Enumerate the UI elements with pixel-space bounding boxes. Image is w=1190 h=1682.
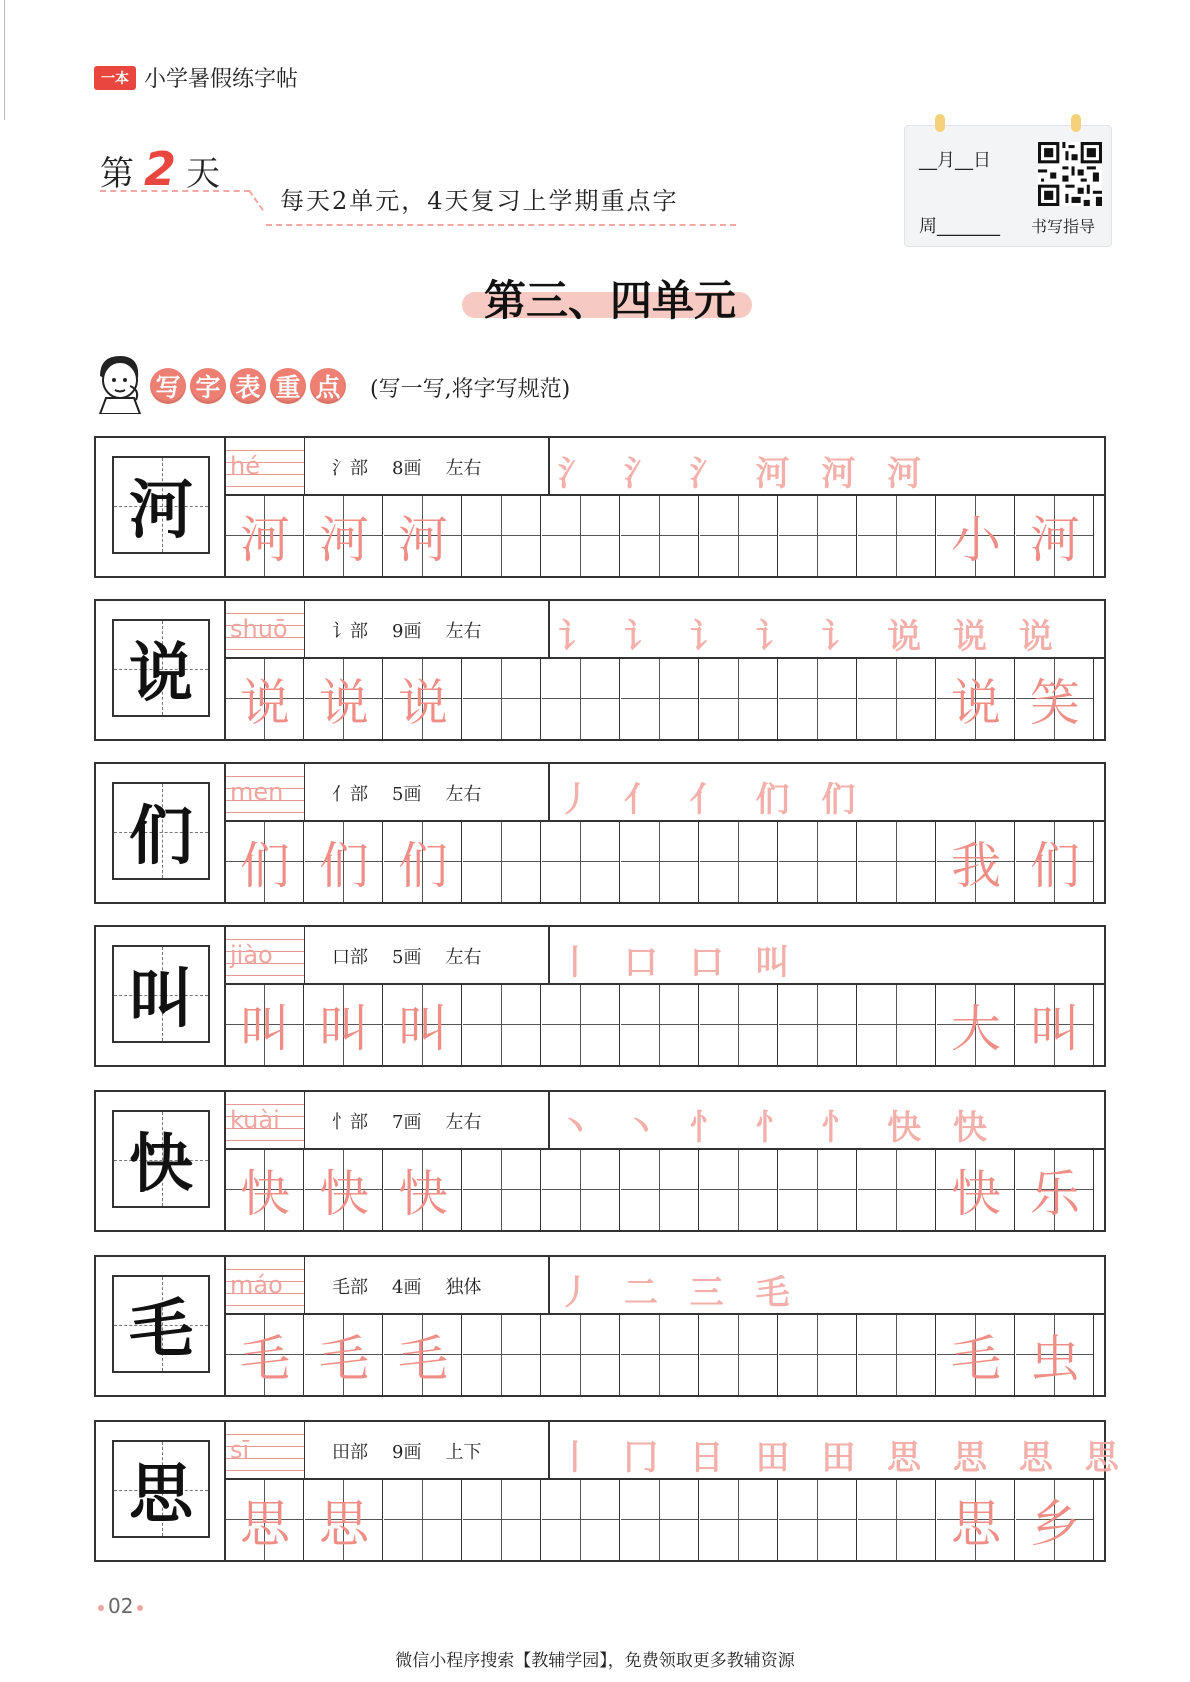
boy-mascot-icon [92,352,148,414]
word-character: 们 [1030,837,1080,895]
stroke-count: 9画 [392,621,422,642]
trace-character: 们 [398,837,448,895]
writing-cell[interactable] [700,822,778,902]
writing-cell [384,659,462,739]
writing-cell[interactable] [542,1480,620,1560]
model-character-box [112,945,210,1043]
model-character: 们 [129,799,193,874]
stroke-count: 4画 [392,1277,422,1298]
writing-cell [305,659,383,739]
trace-character: 河 [319,511,369,569]
writing-cell [937,985,1015,1065]
word-character: 快 [951,1165,1001,1223]
model-character: 毛 [129,1292,193,1367]
character-info [332,943,505,969]
day-prefix: 第 [100,154,134,194]
writing-cell[interactable] [779,1480,857,1560]
section-pill: 写 [150,368,186,404]
character-row [94,762,1106,904]
day-suffix: 天 [186,154,221,194]
day-number: 2 [144,142,177,196]
writing-cell[interactable] [858,496,936,576]
section-pill: 表 [230,368,266,404]
character-info [332,780,505,806]
writing-cell[interactable] [542,659,620,739]
page-number-text: 02 [108,1594,134,1618]
pinyin-box [226,1257,305,1313]
pinyin: sī [230,1436,250,1464]
writing-cell[interactable] [779,1150,857,1230]
writing-cell [305,985,383,1065]
model-character-box [112,456,210,554]
trace-character: 河 [398,511,448,569]
writing-cell[interactable] [463,659,541,739]
stroke-count: 7画 [392,1112,422,1133]
pinyin-box [226,1092,305,1148]
section-pill: 字 [190,368,226,404]
writing-cell [1016,1315,1094,1395]
character-row [94,925,1106,1067]
structure: 左右 [445,621,482,642]
word-character: 思 [951,1495,1001,1553]
writing-cell [305,822,383,902]
writing-cell[interactable] [779,659,857,739]
writing-cell[interactable] [463,822,541,902]
writing-cell[interactable] [621,985,699,1065]
writing-cell [1016,1480,1094,1560]
character-row [94,436,1106,578]
trace-character: 们 [319,837,369,895]
practice-grid [226,659,1104,739]
writing-cell[interactable] [463,496,541,576]
trace-character: 思 [319,1495,369,1553]
word-character: 我 [951,837,1001,895]
structure: 左右 [445,947,482,968]
book-title: 小学暑假练字帖 [144,67,299,92]
date-field: __月__日 [919,150,991,171]
stroke-order: 丨 口 口 叫 [558,943,800,983]
model-character-box [112,1110,210,1208]
character-info [332,1438,505,1464]
trace-character: 叫 [398,1000,448,1058]
writing-cell[interactable] [384,1480,462,1560]
practice-grid [226,985,1104,1065]
writing-cell[interactable] [858,659,936,739]
page-number [94,1594,147,1618]
pinyin: men [230,778,284,806]
pinyin-box [226,601,305,657]
practice-grid [226,822,1104,902]
model-character-box [112,1275,210,1373]
radical: 田部 [332,1442,368,1463]
section-heading-pills [150,368,350,404]
word-character: 虫 [1030,1330,1080,1388]
writing-cell[interactable] [700,1150,778,1230]
writing-cell[interactable] [779,1315,857,1395]
radical: 讠部 [332,621,368,642]
character-row [94,1090,1106,1232]
writing-cell [226,1150,304,1230]
practice-grid [226,496,1104,576]
structure: 左右 [445,1112,482,1133]
radical: 氵部 [332,458,368,479]
model-character: 叫 [129,962,193,1037]
info-divider [548,601,550,657]
stroke-count: 9画 [392,1442,422,1463]
brand-badge: 一本 [94,66,136,90]
model-character: 河 [129,473,193,548]
radical: 亻部 [332,784,368,805]
writing-cell[interactable] [621,1480,699,1560]
info-divider [548,1092,550,1148]
writing-cell [937,1480,1015,1560]
info-divider [548,438,550,494]
structure: 独体 [445,1277,482,1298]
info-divider [548,764,550,820]
trace-character: 河 [240,511,290,569]
practice-grid [226,1150,1104,1230]
practice-grid [226,1315,1104,1395]
page-margin-line [4,0,5,120]
trace-character: 说 [240,674,290,732]
writing-cell[interactable] [542,985,620,1065]
model-character-box [112,619,210,717]
writing-cell[interactable] [542,822,620,902]
info-divider [548,1257,550,1313]
qr-caption: 书写指导 [1031,217,1096,236]
writing-cell [226,659,304,739]
writing-cell [226,822,304,902]
writing-cell [937,659,1015,739]
pinyin-box [226,1422,305,1478]
writing-cell [1016,659,1094,739]
info-divider [548,1422,550,1478]
character-info [332,454,505,480]
trace-character: 叫 [319,1000,369,1058]
writing-cell [384,496,462,576]
model-character: 思 [129,1457,193,1532]
qr-code-icon[interactable] [1038,142,1102,206]
writing-cell [384,1150,462,1230]
writing-cell[interactable] [700,1315,778,1395]
trace-character: 思 [240,1495,290,1553]
trace-character: 快 [240,1165,290,1223]
writing-cell[interactable] [621,496,699,576]
trace-character: 说 [398,674,448,732]
trace-character: 毛 [319,1330,369,1388]
writing-cell[interactable] [621,1315,699,1395]
trace-character: 们 [240,837,290,895]
pinyin-box [226,927,305,983]
trace-character: 毛 [398,1330,448,1388]
unit-title: 第三、四单元 [483,276,736,325]
character-row [94,1420,1129,1562]
writing-cell [1016,985,1094,1065]
writing-cell [937,1315,1015,1395]
pinyin-box [226,764,305,820]
pinyin: jiào [230,941,273,969]
info-divider [548,927,550,983]
character-info [332,1108,505,1134]
writing-cell [384,822,462,902]
pin-icon [935,114,945,132]
writing-cell[interactable] [858,1315,936,1395]
writing-cell [384,985,462,1065]
pinyin-box [226,438,305,494]
day-slash [248,190,263,211]
word-character: 说 [951,674,1001,732]
writing-cell [305,1150,383,1230]
character-info [332,617,505,643]
writing-cell [305,1315,383,1395]
pinyin: shuō [230,615,288,643]
writing-cell [226,1315,304,1395]
day-underline [100,190,250,192]
writing-cell [937,1150,1015,1230]
word-character: 小 [951,511,1001,569]
writing-cell[interactable] [858,1480,936,1560]
section-note: (写一写,将字写规范) [370,377,571,402]
writing-cell[interactable] [621,1150,699,1230]
writing-cell[interactable] [858,985,936,1065]
stroke-order: 丨 冂 日 田 田 思 思 思 思 [558,1438,1129,1478]
writing-cell [937,822,1015,902]
writing-cell[interactable] [542,1315,620,1395]
stroke-order: 丿 亻 亻 们 们 [558,780,866,820]
writing-cell[interactable] [779,496,857,576]
model-character: 说 [129,636,193,711]
word-character: 乐 [1030,1165,1080,1223]
pin-icon [1071,114,1081,132]
model-character-box [112,782,210,880]
writing-cell[interactable] [858,822,936,902]
writing-cell[interactable] [463,985,541,1065]
writing-cell[interactable] [700,496,778,576]
section-pill: 点 [310,368,346,404]
pinyin: hé [230,452,260,480]
radical: 口部 [332,947,368,968]
writing-cell[interactable] [621,822,699,902]
word-character: 河 [1030,511,1080,569]
date-card [904,125,1112,247]
writing-cell[interactable] [542,1150,620,1230]
writing-cell [937,496,1015,576]
footer-note: 微信小程序搜索【教辅学园】，免费领取更多教辅资源 [395,1651,795,1671]
structure: 左右 [445,458,482,479]
structure: 上下 [445,1442,482,1463]
radical: 忄部 [332,1112,368,1133]
practice-grid [226,1480,1104,1560]
character-info [332,1273,505,1299]
subtitle-underline [266,224,736,226]
subtitle: 每天2单元，4天复习上学期重点字 [280,187,679,215]
writing-cell[interactable] [542,496,620,576]
writing-cell[interactable] [700,659,778,739]
writing-cell[interactable] [463,1315,541,1395]
writing-cell [226,496,304,576]
character-row [94,1255,1106,1397]
writing-cell [1016,1150,1094,1230]
word-character: 乡 [1030,1495,1080,1553]
writing-cell [226,985,304,1065]
writing-cell [305,496,383,576]
writing-cell[interactable] [463,1480,541,1560]
writing-cell [384,1315,462,1395]
writing-cell [1016,496,1094,576]
writing-cell [226,1480,304,1560]
stroke-order: 氵 氵 氵 河 河 河 [558,454,932,494]
word-character: 大 [951,1000,1001,1058]
writing-cell [305,1480,383,1560]
stroke-order: 讠 讠 讠 讠 讠 说 说 说 [558,617,1063,657]
character-row [94,599,1106,741]
trace-character: 毛 [240,1330,290,1388]
writing-cell[interactable] [779,985,857,1065]
word-character: 叫 [1030,1000,1080,1058]
pinyin: kuài [230,1106,280,1134]
stroke-order: 丶 丶 忄 忄 忄 快 快 [558,1108,998,1148]
trace-character: 快 [398,1165,448,1223]
day-label [100,142,220,196]
trace-character: 快 [319,1165,369,1223]
writing-cell[interactable] [700,1480,778,1560]
stroke-count: 8画 [392,458,422,479]
writing-cell[interactable] [700,985,778,1065]
word-character: 笑 [1030,674,1080,732]
word-character: 毛 [951,1330,1001,1388]
trace-character: 叫 [240,1000,290,1058]
model-character: 快 [129,1127,193,1202]
writing-cell[interactable] [858,1150,936,1230]
stroke-count: 5画 [392,947,422,968]
writing-cell[interactable] [779,822,857,902]
writing-cell[interactable] [463,1150,541,1230]
writing-cell[interactable] [621,659,699,739]
pinyin: máo [230,1271,283,1299]
structure: 左右 [445,784,482,805]
stroke-count: 5画 [392,784,422,805]
trace-character: 说 [319,674,369,732]
week-field: 周_______ [919,216,1000,237]
stroke-order: 丿 二 三 毛 [558,1273,800,1313]
section-pill: 重 [270,368,306,404]
writing-cell [1016,822,1094,902]
radical: 毛部 [332,1277,368,1298]
model-character-box [112,1440,210,1538]
